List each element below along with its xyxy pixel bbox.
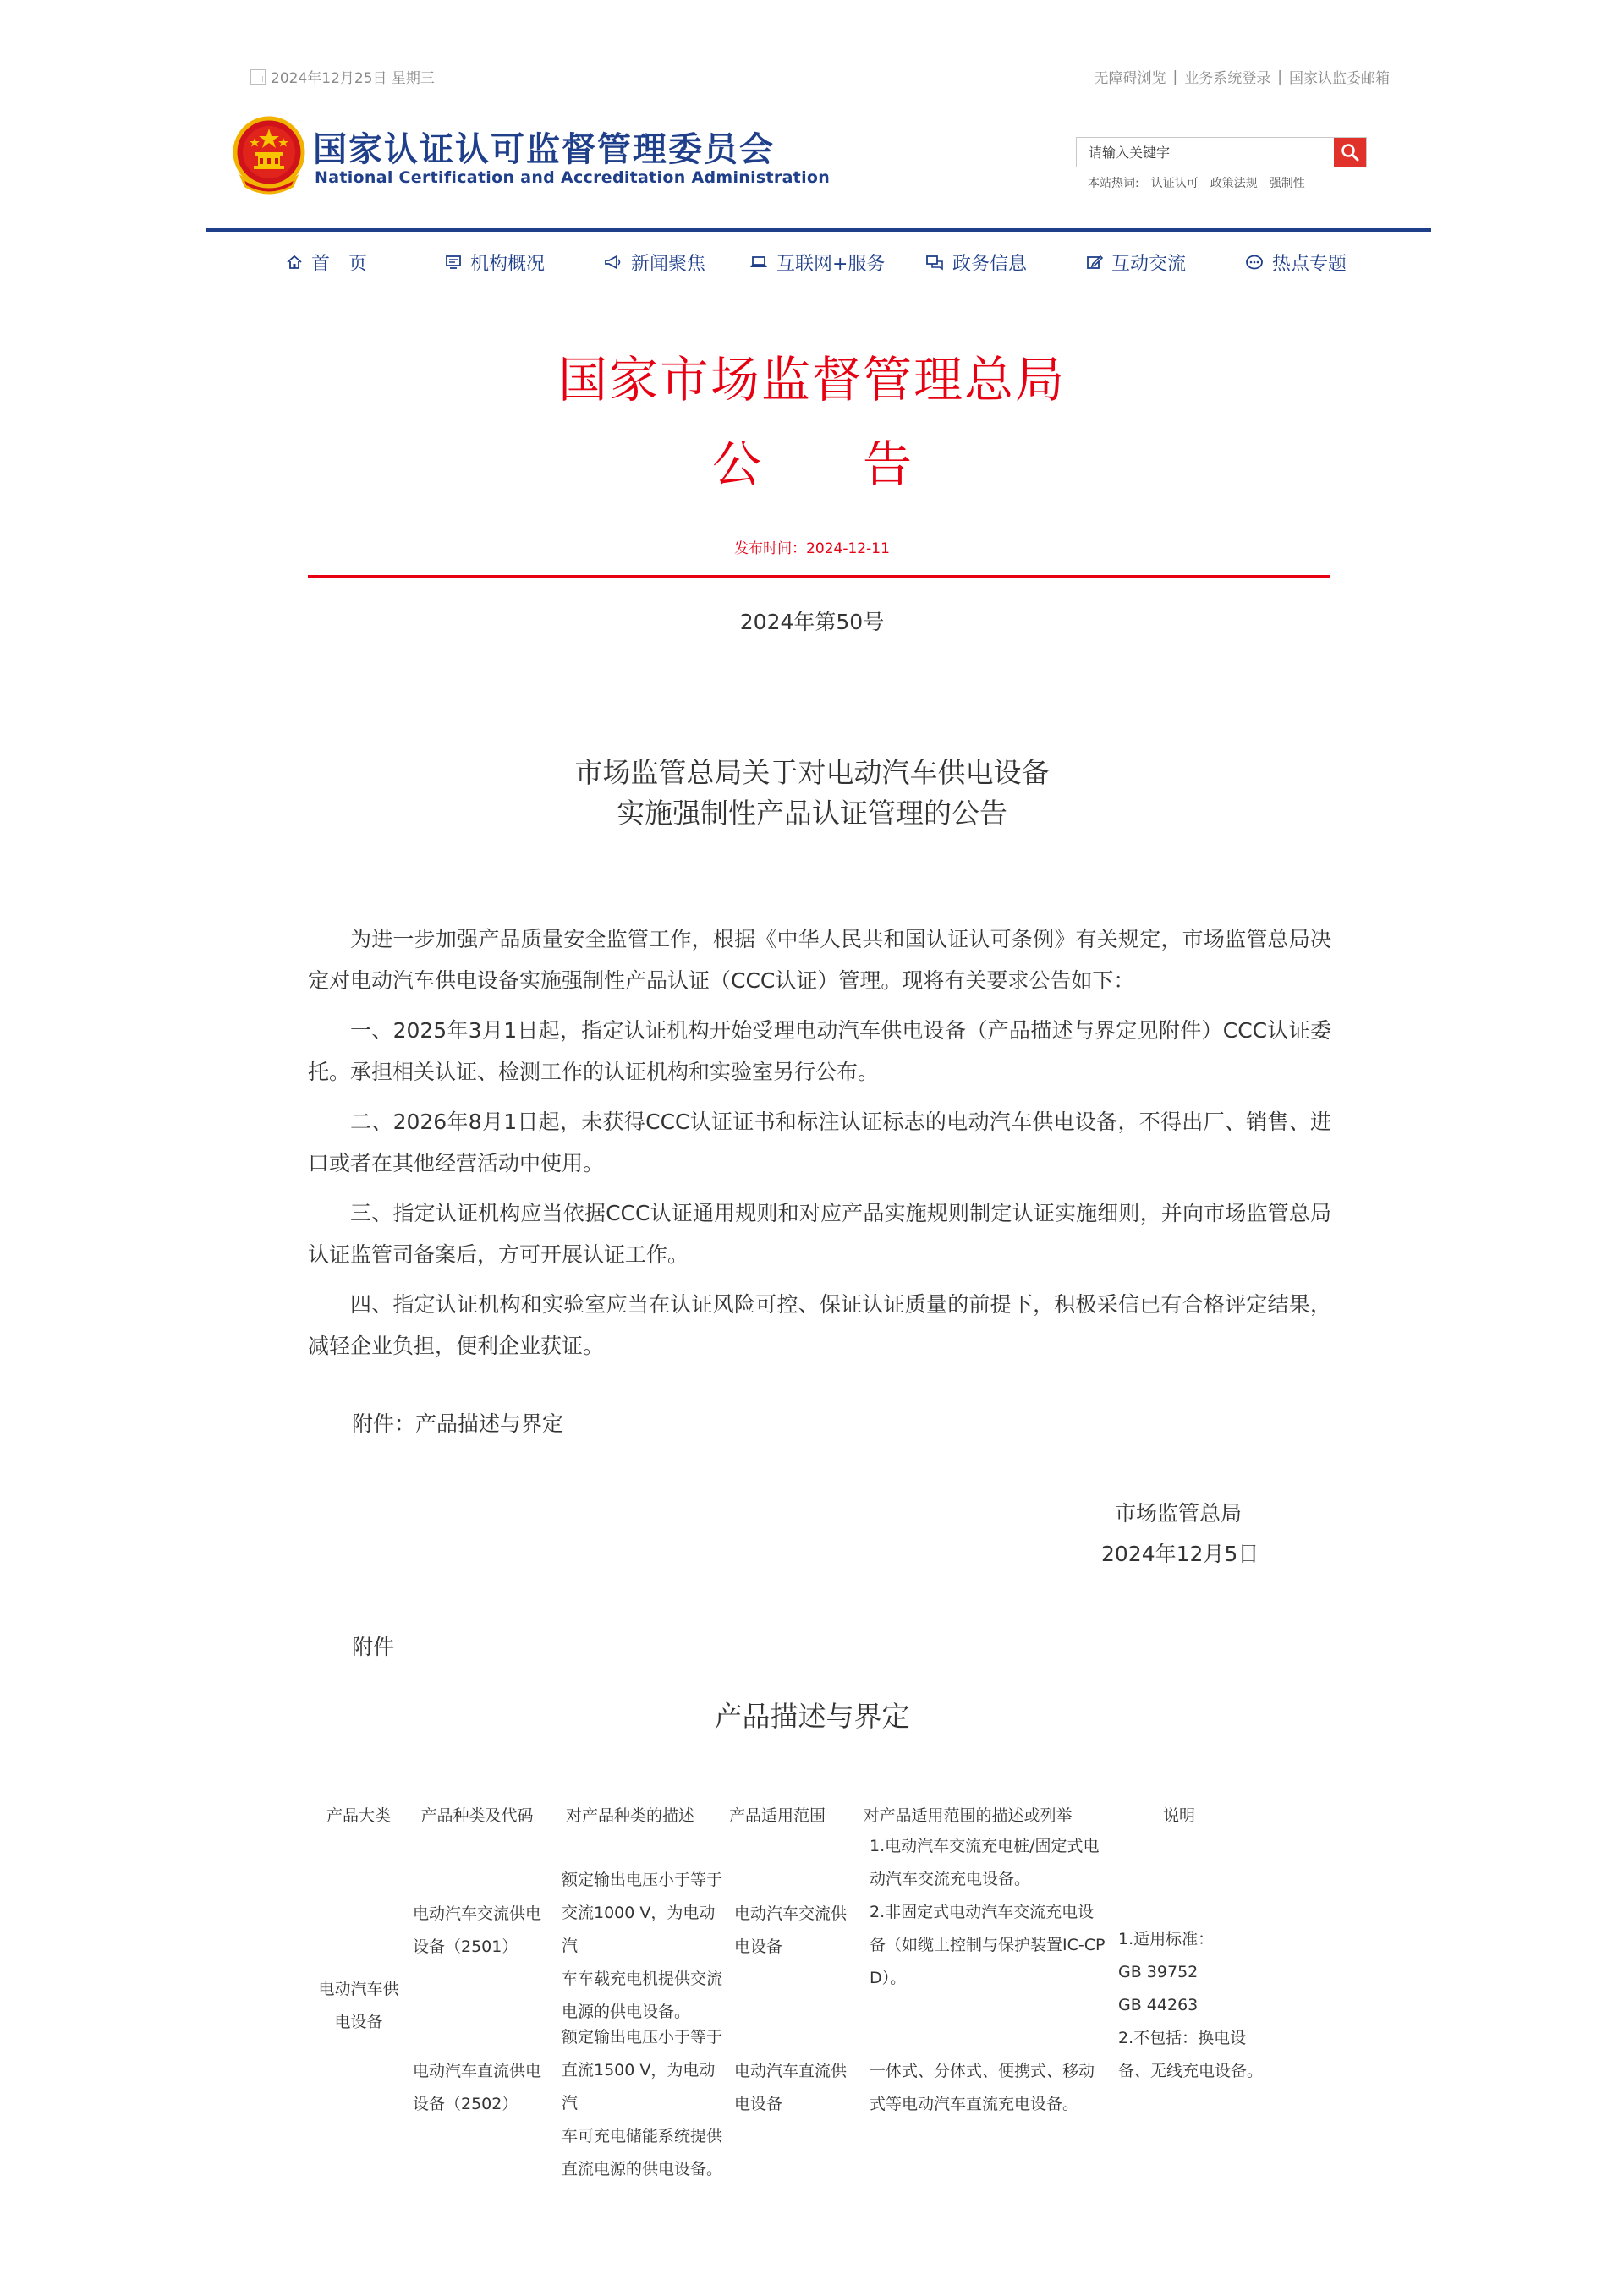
table-cell-code [413, 2055, 548, 2121]
cell-line: 电设备 [334, 2013, 383, 2031]
cell-line: 电动汽车供 [318, 1980, 399, 1998]
body-paragraph [308, 1284, 1331, 1367]
table-cell-scope-desc [870, 1830, 1123, 1995]
date-text: 2024年12月25日 星期三 [271, 70, 435, 87]
cell-line: 设备（2501） [413, 1937, 518, 1956]
hot-word-link[interactable]: 认证认可 [1150, 177, 1199, 190]
separator: | [1277, 68, 1282, 85]
site-title-cn[interactable]: 国家认证认可监督管理委员会 [313, 130, 775, 169]
nav-item-gov-info[interactable] [925, 245, 1027, 279]
search-input[interactable] [1077, 138, 1334, 167]
cell-line: 电设备 [734, 1937, 783, 1956]
nav-item-label: 机构概况 [470, 253, 546, 275]
table-header: 对产品种类的描述 [565, 1806, 694, 1825]
cell-line: 电动汽车直流供电 [413, 2062, 542, 2080]
table-header: 产品大类 [326, 1806, 391, 1825]
nav-item-home[interactable] [286, 245, 367, 279]
red-divider [308, 575, 1330, 578]
issuing-authority: 国家市场监督管理总局 [557, 351, 1066, 408]
document-type: 公告 [711, 436, 1013, 493]
cell-line: 1.电动汽车交流充电桩/固定式电 [870, 1837, 1100, 1855]
paragraph-text: 为进一步加强产品质量安全监管工作，根据《中华人民共和国认证认可条例》有关规定，市场监管总局决定对电动汽车供电设备实施强制性产品认证（CCC认证）管理。现将有关要求公告如下： [308, 927, 1331, 993]
site-title-en[interactable]: National Certification and Accreditation Administration [315, 168, 831, 187]
nav-item-label: 新闻聚焦 [631, 253, 706, 275]
appendix-label: 附件 [352, 1635, 395, 1659]
cell-line: 额定输出电压小于等于 [562, 2028, 723, 2047]
main-nav [271, 245, 1370, 279]
calendar-icon [250, 69, 266, 85]
cell-line: 动汽车交流充电设备。 [870, 1870, 1031, 1888]
paragraph-text: 二、2026年8月1日起，未获得CCC认证证书和标注认证标志的电动汽车供电设备，不得出厂、销售、进口或者在其他经营活动中使用。 [308, 1110, 1331, 1175]
cell-line: 2.非固定式电动汽车交流充电设 [870, 1903, 1095, 1921]
search-icon [1341, 143, 1359, 162]
hot-words [1088, 174, 1305, 191]
nav-item-label: 政务信息 [952, 253, 1028, 275]
table-cell-scope [734, 1898, 861, 1964]
notice-title-line: 实施强制性产品认证管理的公告 [617, 797, 1007, 830]
home-icon [286, 254, 303, 271]
date-display [250, 66, 435, 87]
chat-icon [925, 254, 944, 271]
paragraph-text: 三、指定认证机构应当依据CCC认证通用规则和对应产品实施规则制定认证实施细则，并向市场监管总局认证监管司备案后，方可开展认证工作。 [308, 1201, 1331, 1267]
table-cell-scope-desc [870, 2055, 1123, 2121]
cell-line: 式等电动汽车直流充电设备。 [870, 2095, 1079, 2113]
nav-item-label: 互联网+服务 [776, 253, 886, 275]
table-header: 产品适用范围 [728, 1806, 826, 1825]
cell-line: 1.适用标准： [1118, 1930, 1215, 1948]
nav-item-internet-service[interactable] [749, 245, 885, 279]
cell-line: 车车载充电机提供交流 [562, 1970, 723, 1988]
cell-line: 直流1500 V，为电动汽 [562, 2061, 716, 2112]
cell-line: 电动汽车交流供 [734, 1904, 848, 1923]
cell-line: 直流电源的供电设备。 [562, 2160, 723, 2178]
cell-line: GB 39752 [1118, 1963, 1199, 1981]
publish-time: 发布时间：2024-12-11 [734, 540, 890, 557]
cell-line: 车可充电储能系统提供 [562, 2127, 723, 2145]
signature-date: 2024年12月5日 [1101, 1542, 1259, 1566]
cell-line: 设备（2502） [413, 2095, 518, 2113]
cell-line: 备（如缆上控制与保护装置IC-CP [870, 1936, 1106, 1954]
laptop-icon [749, 254, 768, 271]
nav-item-label: 热点专题 [1272, 253, 1347, 275]
cell-line: 电动汽车直流供 [734, 2062, 848, 2080]
table-cell-desc [562, 1864, 722, 2029]
hot-word-link[interactable]: 强制性 [1269, 177, 1305, 190]
notice-title-line: 市场监管总局关于对电动汽车供电设备 [574, 756, 1050, 789]
separator: | [1172, 68, 1178, 85]
body-paragraph [308, 1192, 1331, 1275]
edit-icon [1086, 254, 1103, 271]
table-header: 产品种类及代码 [420, 1806, 534, 1825]
hot-words-label: 本站热词: [1088, 177, 1139, 190]
table-cell-desc [562, 2021, 722, 2186]
document-number: 2024年第50号 [739, 610, 885, 634]
top-links [1095, 66, 1390, 87]
paragraph-text: 四、指定认证机构和实验室应当在认证风险可控、保证认证质量的前提下，积极采信已有合格评定结果，减轻企业负担，便利企业获证。 [308, 1292, 1331, 1358]
cell-line: 备、无线充电设备。 [1118, 2062, 1264, 2080]
nav-item-label: 首 页 [311, 253, 368, 275]
cell-line: 一体式、分体式、便携式、移动 [870, 2062, 1095, 2080]
accessibility-link[interactable]: 无障碍浏览 [1094, 70, 1166, 87]
cell-line: 交流1000 V，为电动汽 [562, 1904, 716, 1955]
cell-line: GB 44263 [1118, 1996, 1199, 2014]
signature-org: 市场监管总局 [1115, 1501, 1243, 1526]
notice-title [0, 753, 1624, 834]
table-cell-category [308, 1973, 409, 2039]
appendix-title: 产品描述与界定 [714, 1700, 910, 1733]
search-button[interactable] [1334, 138, 1366, 167]
cell-line: 额定输出电压小于等于 [562, 1871, 723, 1889]
nav-item-news[interactable] [604, 245, 705, 279]
paragraph-text: 一、2025年3月1日起，指定认证机构开始受理电动汽车供电设备（产品描述与界定见附件）CCC认证委托。承担相关认证、检测工作的认证机构和实验室另行公布。 [308, 1018, 1331, 1084]
table-cell-note [1118, 1923, 1287, 2088]
attachment-line: 附件：产品描述与界定 [352, 1411, 564, 1436]
hot-word-link[interactable]: 政策法规 [1210, 177, 1258, 190]
search-bar [1076, 137, 1367, 167]
cell-line: 电动汽车交流供电 [413, 1904, 542, 1923]
monitor-icon [445, 254, 462, 271]
table-cell-scope [734, 2055, 861, 2121]
table-header: 对产品适用范围的描述或列举 [863, 1806, 1073, 1825]
megaphone-icon [604, 254, 623, 271]
nav-item-about[interactable] [445, 245, 545, 279]
header-divider [206, 228, 1431, 232]
bubble-icon [1245, 254, 1264, 271]
nav-item-interaction[interactable] [1086, 245, 1186, 279]
mailbox-link[interactable]: 国家认监委邮箱 [1289, 70, 1390, 87]
table-cell-code [413, 1898, 548, 1964]
cell-line: 2.不包括：换电设 [1118, 2029, 1247, 2047]
cell-line: D）。 [870, 1969, 907, 1987]
body-paragraph [308, 918, 1331, 1001]
nav-item-label: 互动交流 [1111, 253, 1187, 275]
nav-item-topics[interactable] [1245, 245, 1347, 279]
national-emblem-icon[interactable] [230, 115, 308, 196]
business-login-link[interactable]: 业务系统登录 [1184, 70, 1271, 87]
cell-line: 电源的供电设备。 [562, 2003, 691, 2021]
body-paragraph [308, 1101, 1331, 1184]
table-header: 说明 [1162, 1806, 1195, 1825]
body-paragraph [308, 1010, 1331, 1093]
cell-line: 电设备 [734, 2095, 783, 2113]
